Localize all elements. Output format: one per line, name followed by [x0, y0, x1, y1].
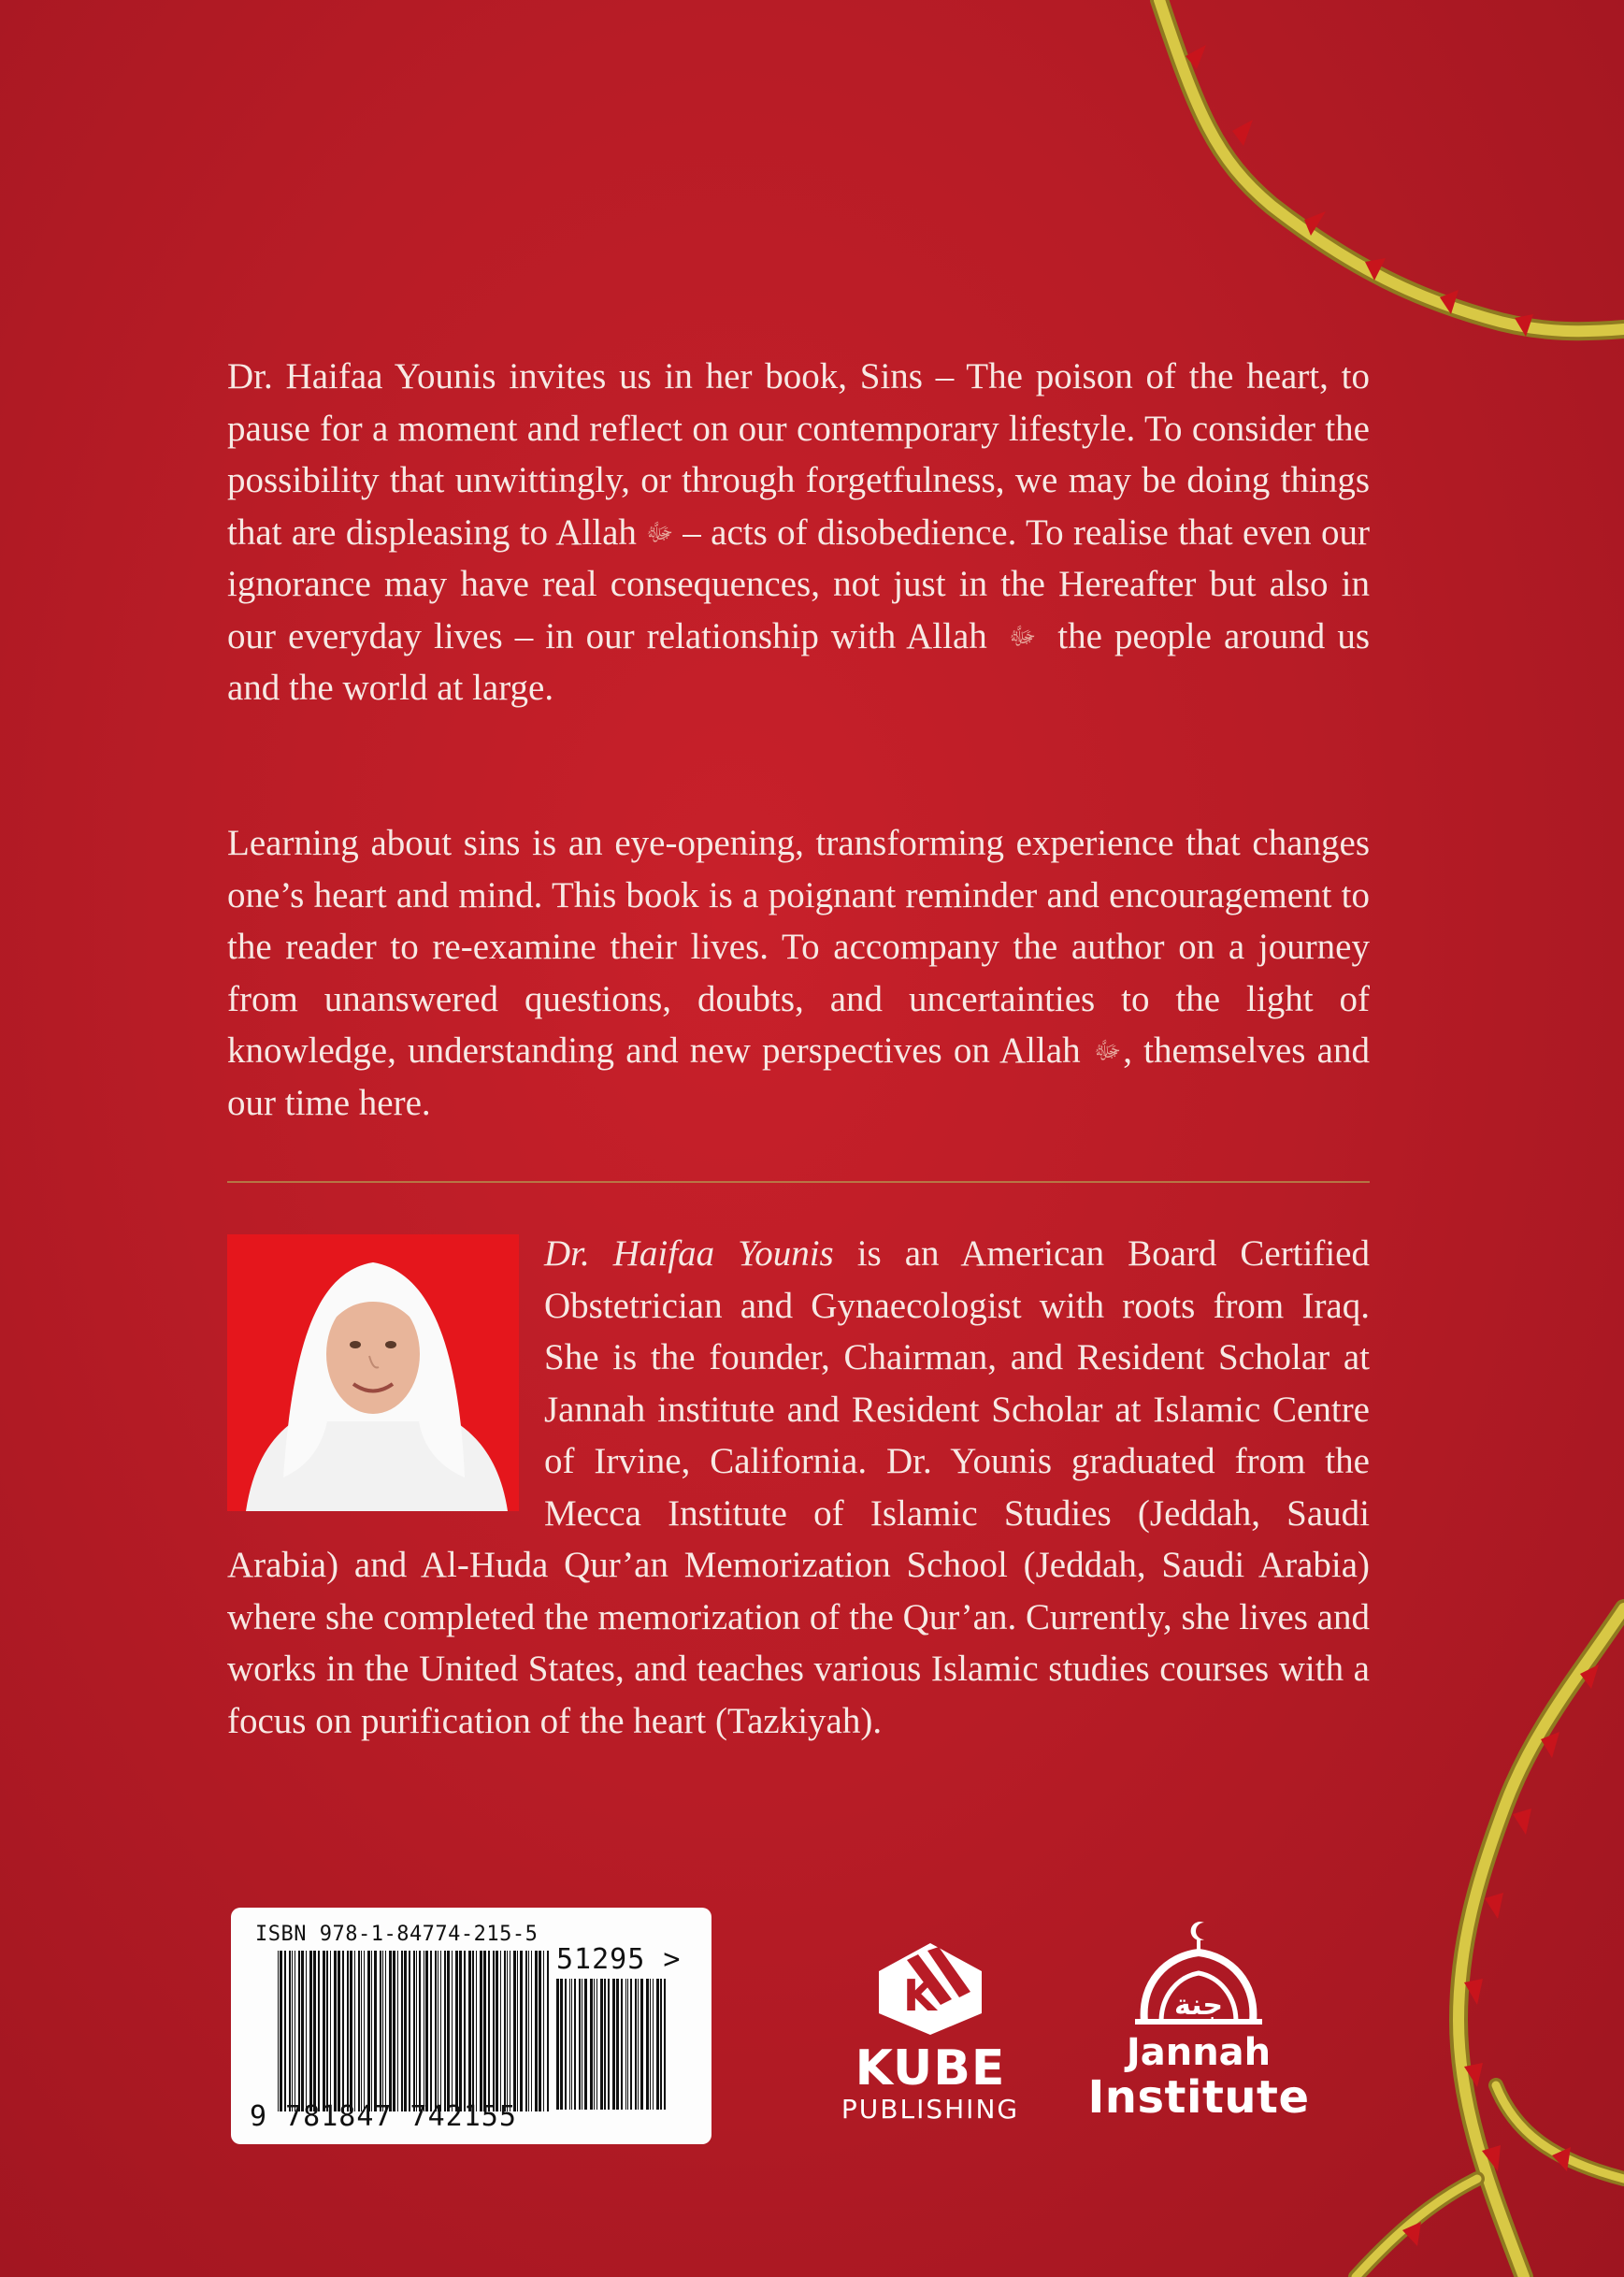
barcode-bar [416, 1951, 417, 2111]
barcode-bar [596, 1979, 597, 2110]
barcode-bar [621, 1979, 623, 2110]
barcode-bar [483, 1951, 486, 2111]
barcode-bar [569, 1979, 570, 2110]
barcode-bar [292, 1951, 293, 2111]
barcode-bar [401, 1951, 403, 2111]
honorific-glyph: ﷻ [1093, 1037, 1122, 1064]
barcode-bar [543, 1951, 544, 2111]
barcode-bar [590, 1979, 593, 2110]
barcode-bar [616, 1979, 619, 2110]
barcode-bar [660, 1979, 662, 2110]
barcode-bar [507, 1951, 508, 2111]
barcode-bar [389, 1951, 392, 2111]
barcode-bar [579, 1979, 581, 2110]
barcode-bar [371, 1951, 372, 2111]
barcode-bar [528, 1951, 529, 2111]
section-divider [227, 1181, 1370, 1183]
barcode-bar [504, 1951, 506, 2111]
barcode-bar [318, 1951, 320, 2111]
barcode-bar [640, 1979, 643, 2110]
barcode-bar [284, 1951, 286, 2111]
barcode-bar [604, 1979, 606, 2110]
barcode-bar [547, 1951, 549, 2111]
barcode-bar [653, 1979, 654, 2110]
barcode-bar [374, 1951, 377, 2111]
barcode-bar [350, 1951, 352, 2111]
barcode-bar [338, 1951, 340, 2111]
barcode-bar [594, 1979, 595, 2110]
barcode-bar [309, 1951, 312, 2111]
isbn-barcode [231, 1908, 711, 2144]
barcode-bar [326, 1951, 328, 2111]
barcode-bar [278, 1951, 279, 2111]
barcode-bar [571, 1979, 572, 2110]
barcode-bar [539, 1951, 541, 2111]
barcode-bar [342, 1951, 344, 2111]
jannah-subtitle: Institute [1087, 2071, 1310, 2124]
description-text: Learning about sins is an eye-opening, transforming experience that changes one’s heart and mind. This book is a poignant reminder and encouragement to the reader to re-examine their lives. To accompany the author on a journey from unanswered questions, doubts, and uncertainties to the light of knowledge, understanding and new perspectives on Allah [227, 823, 1370, 1071]
barcode-bar [455, 1951, 458, 2111]
description-text: the people around us and the world at large. [227, 615, 1371, 708]
barcode-bar [280, 1951, 282, 2111]
kube-publishing-logo [823, 1934, 1038, 2125]
barcode-bar [430, 1951, 432, 2111]
kube-name: KUBE [855, 2040, 1006, 2097]
barcode-bar [517, 1951, 518, 2111]
description-paragraph-2 [227, 817, 1370, 1129]
barcode-bar [425, 1951, 428, 2111]
jannah-institute-logo [1077, 1917, 1320, 2124]
barcode-bar [413, 1951, 415, 2111]
barcode-bar [476, 1951, 477, 2111]
barcode-bar [525, 1951, 527, 2111]
description-paragraph-1 [227, 351, 1370, 714]
price-code-label: 51295 > [556, 1943, 682, 1976]
barcode-bar [361, 1951, 362, 2111]
barcode-bar [574, 1979, 576, 2110]
author-name: Dr. Haifaa Younis [544, 1233, 834, 1274]
author-bio-text: is an American Board Certified Obstetrician and Gynaecologist with roots from Iraq. She is the founder, Chairman, and Resident Scholar at Jannah institute and Resident Scholar at Islamic Centre of Irvine, California. Dr. Younis graduated from the Mecca Institute of Islamic Studies (Jeddah, Saudi Arabia) and Al-Huda Qur’an Memorization School (Jeddah, Saudi Arabia) where she completed the memorization of the Qur’an. Currently, she lives and works in the United States, and teaches various Islamic studies courses with a focus on purification of the heart (Tazkiyah). [227, 1233, 1370, 1741]
barcode-bar [630, 1979, 632, 2110]
barcode-bar [382, 1951, 383, 2111]
kube-subtitle: PUBLISHING [841, 2094, 1020, 2125]
barcode-bar [468, 1951, 471, 2111]
barcode-bar [364, 1951, 365, 2111]
barcode-bar [535, 1951, 538, 2111]
barcode-bar [385, 1951, 386, 2111]
barcode-bar [560, 1979, 563, 2110]
barcode-bar [646, 1979, 649, 2110]
barcode-bar [306, 1951, 307, 2111]
barcode-bar [612, 1979, 615, 2110]
barcode-bar [488, 1951, 490, 2111]
isbn-label: ISBN 978-1-84774-215-5 [255, 1923, 539, 1946]
barcode-bar [347, 1951, 349, 2111]
barcode-bar [656, 1979, 659, 2110]
barcode-bar [464, 1951, 466, 2111]
barcode-bar [419, 1951, 421, 2111]
barcode-bar [358, 1951, 360, 2111]
barcode-bar [334, 1951, 337, 2111]
ean-barcode-bars [278, 1951, 551, 2111]
jannah-name: Jannah [1126, 2031, 1272, 2074]
description-text: Dr. Haifaa Younis invites us in her book, Sins – The poison of the heart, to pause for a moment and reflect on our contemporary lifestyle. To consider the possibility that unwittingly, or through forgetfulness, we may be doing things that are displeasing to Allah [227, 356, 1370, 553]
barcode-bar [496, 1951, 498, 2111]
kube-cube-icon [869, 1934, 991, 2037]
barcode-bar [493, 1951, 495, 2111]
barcode-bar [600, 1979, 603, 2110]
barcode-bar [323, 1951, 325, 2111]
barcode-bar [367, 1951, 370, 2111]
honorific-glyph: ﷻ [645, 518, 674, 546]
honorific-glyph: ﷻ [1008, 622, 1037, 650]
barcode-bar [298, 1951, 300, 2111]
barcode-bar [584, 1979, 587, 2110]
barcode-bar [625, 1979, 626, 2110]
barcode-bar [330, 1951, 331, 2111]
barcode-bar [556, 1979, 559, 2110]
barcode-bar [608, 1979, 610, 2110]
barcode-bar [635, 1979, 637, 2110]
barcode-bar [380, 1951, 381, 2111]
kube-mark: K [903, 1970, 937, 2021]
barcode-bar [301, 1951, 304, 2111]
barcode-bar [627, 1979, 628, 2110]
addon-barcode-bars [556, 1979, 668, 2110]
barcode-bar [409, 1951, 410, 2111]
barcode-bar [638, 1979, 639, 2110]
barcode-bar [480, 1951, 482, 2111]
barcode-bar [435, 1951, 437, 2111]
barcode-bar [393, 1951, 395, 2111]
barcode-bar [289, 1951, 291, 2111]
barcode-bar [650, 1979, 651, 2110]
mosque-dome-icon [1124, 1917, 1273, 2027]
barcode-bar [397, 1951, 398, 2111]
barcode-bar [500, 1951, 501, 2111]
barcode-bar [531, 1951, 532, 2111]
author-bio [227, 1228, 1370, 1747]
barcode-bar [444, 1951, 446, 2111]
description-text: , themselves and our time here. [227, 1030, 1370, 1123]
barcode-bar [447, 1951, 450, 2111]
barcode-bar [354, 1951, 355, 2111]
barcode-bar [404, 1951, 407, 2111]
barcode-bar [664, 1979, 666, 2110]
ean-number: 9 781847 742155 [250, 2100, 517, 2133]
barcode-bar [520, 1951, 523, 2111]
barcode-bar [459, 1951, 462, 2111]
barcode-bar [440, 1951, 441, 2111]
barcode-bar [472, 1951, 474, 2111]
barcode-bar [513, 1951, 516, 2111]
jannah-arabic-mark: جنة [1173, 1989, 1224, 2022]
barcode-bar [565, 1979, 567, 2110]
barcode-bar [452, 1951, 453, 2111]
barcode-bar [313, 1951, 316, 2111]
description-text: – acts of disobedience. To realise that even our ignorance may have real consequences, not just in the Hereafter but also in our everyday lives – in our relationship with Allah [227, 512, 1370, 656]
